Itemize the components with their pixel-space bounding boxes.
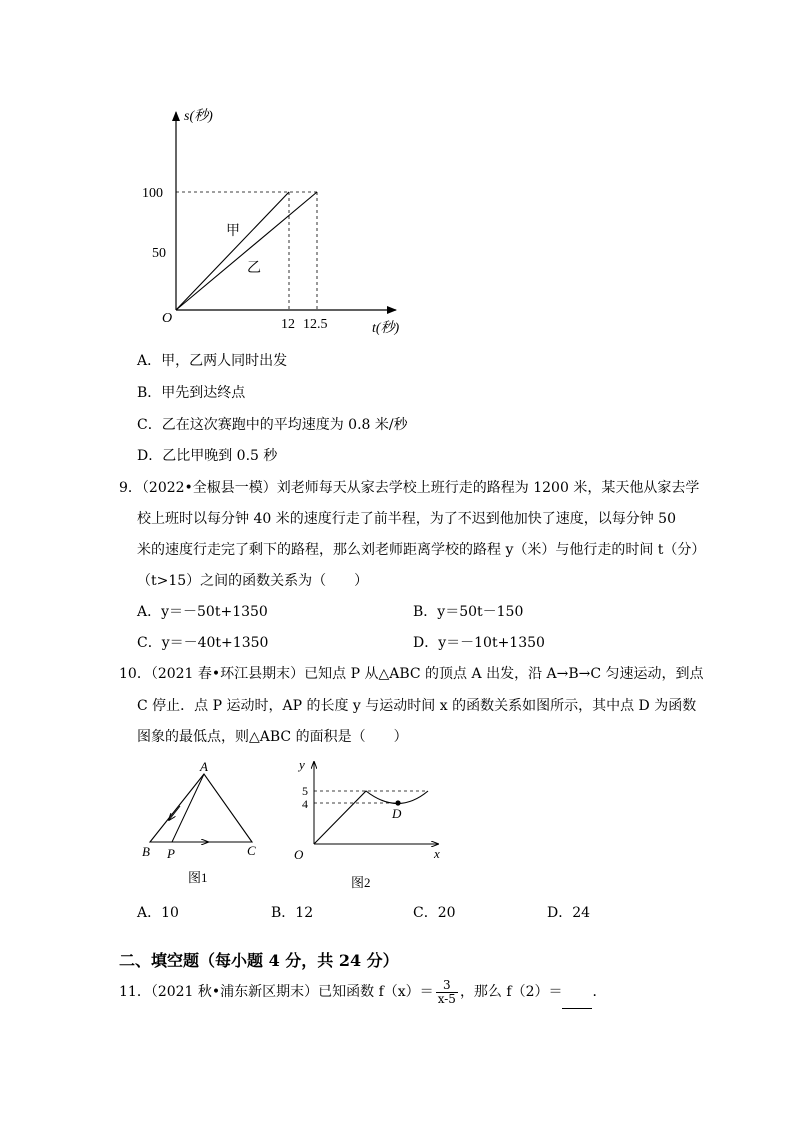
function-graph-figure bbox=[288, 758, 453, 893]
x-axis-label: t(秒) bbox=[372, 321, 400, 336]
q11-prefix: 11．（2021 秋•浦东新区期末）已知函数 f（x）＝ bbox=[119, 984, 434, 1000]
q11-fraction-denominator: x-5 bbox=[437, 991, 456, 1006]
q8-option-b: B．甲先到达终点 bbox=[137, 385, 246, 401]
fig2-point-d-label: D bbox=[392, 806, 402, 821]
q11-fraction-numerator: 3 bbox=[436, 979, 458, 993]
q9-option-c: C．y＝－40t+1350 bbox=[137, 635, 269, 651]
fig2-y-label: y bbox=[299, 758, 305, 772]
q9-line-4: （t>15）之间的函数关系为（ ） bbox=[137, 573, 369, 589]
q10-option-c: C．20 bbox=[413, 905, 456, 921]
q9-option-a: A．y＝－50t+1350 bbox=[137, 604, 268, 620]
q11-end: ． bbox=[592, 984, 607, 1000]
xtick-12: 12 bbox=[281, 317, 295, 332]
series-jia-label: 甲 bbox=[226, 224, 240, 239]
q9-line-2: 校上班时以每分钟 40 米的速度行走了前半程，为了不迟到他加快了速度，以每分钟 50 bbox=[137, 511, 676, 527]
point-p-label: P bbox=[167, 846, 175, 861]
q9-line-3: 米的速度行走完了剩下的路程，那么刘老师距离学校的路程 y（米）与他行走的时间 t（分） bbox=[137, 542, 706, 558]
q11-line bbox=[119, 975, 606, 1009]
ytick-100: 100 bbox=[142, 186, 163, 201]
vertex-b-label: B bbox=[142, 844, 150, 859]
race-chart bbox=[140, 100, 420, 340]
q9-option-b: B．y＝50t－150 bbox=[413, 604, 524, 620]
figure-1-caption: 图1 bbox=[188, 870, 208, 885]
fig2-ytick-5: 5 bbox=[302, 784, 308, 798]
q10-option-d: D．24 bbox=[547, 905, 591, 921]
series-yi-line bbox=[176, 192, 317, 310]
triangle-figure bbox=[138, 758, 268, 888]
origin-label: O bbox=[162, 311, 173, 326]
triangle-abc bbox=[150, 774, 252, 842]
fig2-point-d bbox=[395, 800, 400, 805]
q10-line-2: C 停止．点 P 运动时，AP 的长度 y 与运动时间 x 的函数关系如图所示，其中点 D 为函数 bbox=[137, 698, 697, 714]
q11-fraction bbox=[436, 979, 458, 1006]
q8-option-c: C．乙在这次赛跑中的平均速度为 0.8 米/秒 bbox=[137, 417, 408, 433]
vertex-c-label: C bbox=[247, 843, 256, 858]
section-2-heading: 二、填空题（每小题 4 分，共 24 分） bbox=[119, 951, 399, 970]
vertex-a-label: A bbox=[200, 759, 208, 774]
q9-option-d: D．y＝－10t+1350 bbox=[413, 635, 545, 651]
q11-answer-blank[interactable] bbox=[562, 994, 592, 1009]
q10-option-a: A．10 bbox=[137, 905, 179, 921]
ytick-50: 50 bbox=[152, 246, 166, 261]
q8-option-d: D．乙比甲晚到 0.5 秒 bbox=[137, 448, 278, 464]
q11-suffix: ，那么 f（2）＝ bbox=[459, 984, 563, 1000]
series-jia-line bbox=[176, 192, 289, 310]
fig2-x-label: x bbox=[434, 846, 440, 861]
y-axis-label: s(秒) bbox=[184, 109, 213, 124]
q10-line-1: 10．（2021 春•环江县期末）已知点 P 从△ABC 的顶点 A 出发，沿 A→B→C 匀速运动，到点 bbox=[119, 666, 704, 682]
q9-line-1: 9．（2022•全椒县一模）刘老师每天从家去学校上班行走的路程为 1200 米，某天他从家去学 bbox=[119, 480, 700, 496]
xtick-12-5: 12.5 bbox=[303, 317, 328, 332]
q10-line-3: 图象的最低点，则△ABC 的面积是（ ） bbox=[137, 729, 408, 745]
q10-option-b: B．12 bbox=[271, 905, 314, 921]
series-yi-label: 乙 bbox=[247, 261, 261, 276]
figure-2-caption: 图2 bbox=[351, 875, 371, 890]
fig2-function-curve bbox=[314, 791, 428, 844]
q8-option-a: A．甲，乙两人同时出发 bbox=[137, 353, 288, 369]
fig2-origin-label: O bbox=[294, 847, 304, 862]
arrow-ab bbox=[169, 806, 180, 820]
fig2-ytick-4: 4 bbox=[302, 797, 308, 811]
